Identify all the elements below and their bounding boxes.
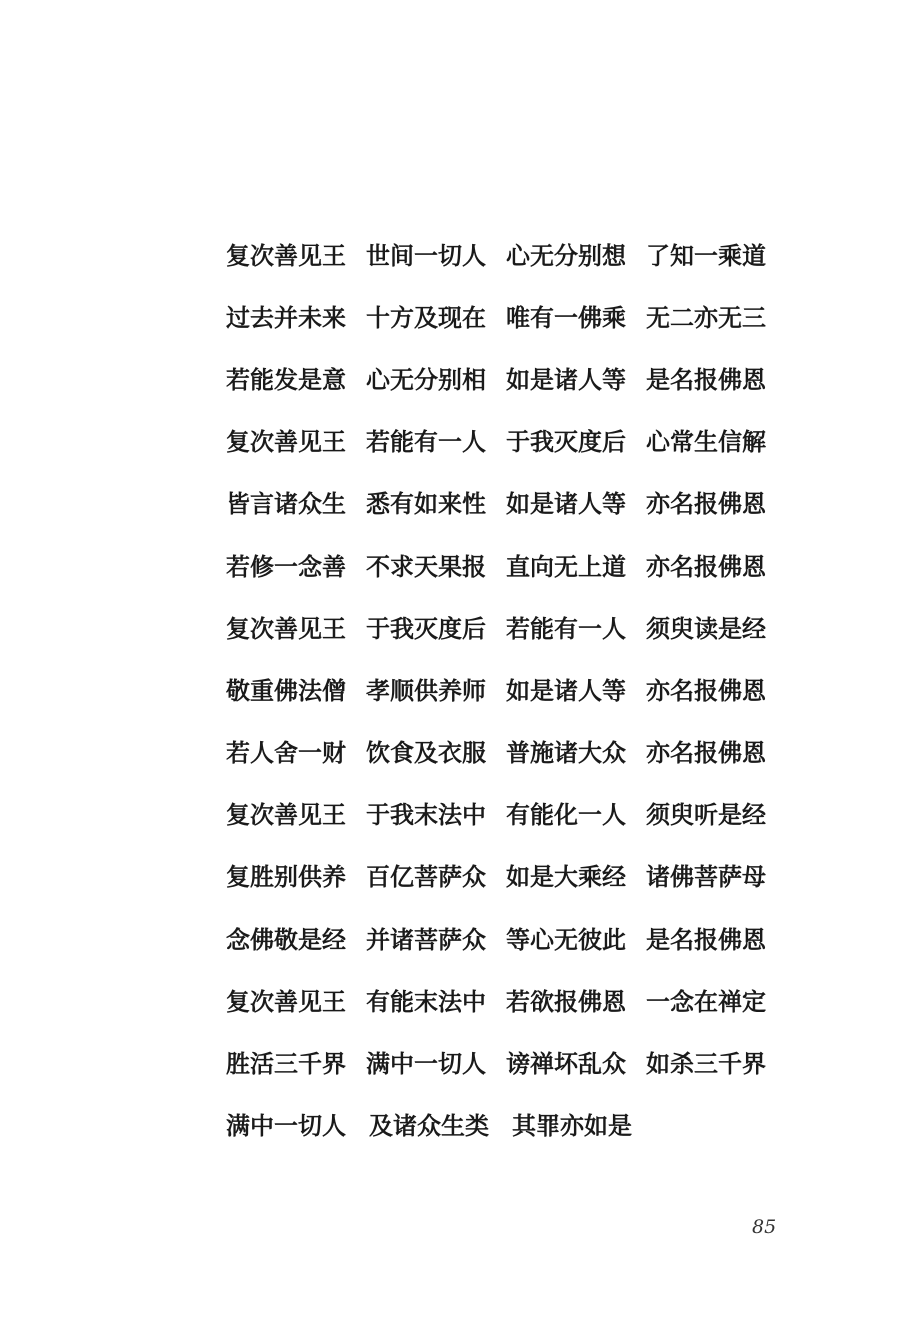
verse-phrase: 亦名报佛恩	[646, 489, 766, 519]
verse-phrase: 并诸菩萨众	[366, 924, 486, 954]
verse-phrase: 若能有一人	[506, 613, 626, 643]
verse-phrase: 饮食及衣服	[366, 738, 486, 768]
verse-line	[226, 346, 786, 408]
verse-line	[226, 968, 786, 1030]
verse-phrase: 心无分别想	[506, 240, 626, 270]
verse-phrase: 复次善见王	[226, 986, 346, 1016]
verse-phrase: 普施诸大众	[506, 738, 626, 768]
verse-phrase: 若欲报佛恩	[506, 986, 626, 1016]
verse-phrase: 其罪亦如是	[512, 1111, 632, 1141]
verse-phrase: 是名报佛恩	[646, 924, 766, 954]
verse-line	[226, 1093, 786, 1155]
verse-phrase: 了知一乘道	[646, 240, 766, 270]
verse-phrase: 复次善见王	[226, 800, 346, 830]
verse-block	[226, 222, 786, 1155]
verse-phrase: 及诸众生类	[369, 1111, 489, 1141]
verse-line	[226, 1030, 786, 1092]
verse-phrase: 皆言诸众生	[226, 489, 346, 519]
verse-phrase: 若修一念善	[226, 551, 346, 581]
verse-phrase: 谤禅坏乱众	[506, 1049, 626, 1079]
verse-phrase: 不求天果报	[366, 551, 486, 581]
verse-phrase: 孝顺供养师	[366, 675, 486, 705]
verse-phrase: 敬重佛法僧	[226, 675, 346, 705]
verse-phrase: 心无分别相	[366, 364, 486, 394]
verse-phrase: 一念在禅定	[646, 986, 766, 1016]
verse-line	[226, 657, 786, 719]
verse-phrase: 须臾听是经	[646, 800, 766, 830]
verse-line	[226, 720, 786, 782]
page-number: 85	[752, 1216, 777, 1238]
verse-phrase: 诸佛菩萨母	[646, 862, 766, 892]
verse-phrase: 心常生信解	[646, 427, 766, 457]
verse-phrase: 如杀三千界	[646, 1049, 766, 1079]
verse-phrase: 复次善见王	[226, 427, 346, 457]
verse-phrase: 念佛敬是经	[226, 924, 346, 954]
verse-phrase: 悉有如来性	[366, 489, 486, 519]
verse-phrase: 是名报佛恩	[646, 364, 766, 394]
verse-phrase: 如是大乘经	[506, 862, 626, 892]
verse-phrase: 过去并未来	[226, 302, 346, 332]
verse-phrase: 胜活三千界	[226, 1049, 346, 1079]
verse-phrase: 复次善见王	[226, 613, 346, 643]
verse-phrase: 无二亦无三	[646, 302, 766, 332]
verse-phrase: 唯有一佛乘	[506, 302, 626, 332]
verse-phrase: 直向无上道	[506, 551, 626, 581]
verse-phrase: 世间一切人	[366, 240, 486, 270]
verse-line	[226, 595, 786, 657]
verse-phrase: 亦名报佛恩	[646, 551, 766, 581]
verse-line	[226, 409, 786, 471]
verse-phrase: 若人舍一财	[226, 738, 346, 768]
verse-line	[226, 844, 786, 906]
verse-phrase: 复胜别供养	[226, 862, 346, 892]
verse-phrase: 如是诸人等	[506, 675, 626, 705]
verse-phrase: 于我灭度后	[506, 427, 626, 457]
verse-phrase: 十方及现在	[366, 302, 486, 332]
verse-phrase: 若能发是意	[226, 364, 346, 394]
verse-line	[226, 782, 786, 844]
verse-phrase: 复次善见王	[226, 240, 346, 270]
verse-phrase: 若能有一人	[366, 427, 486, 457]
verse-phrase: 亦名报佛恩	[646, 675, 766, 705]
verse-phrase: 于我灭度后	[366, 613, 486, 643]
verse-phrase: 有能末法中	[366, 986, 486, 1016]
verse-phrase: 有能化一人	[506, 800, 626, 830]
verse-phrase: 如是诸人等	[506, 364, 626, 394]
verse-phrase: 满中一切人	[226, 1111, 346, 1141]
verse-phrase: 于我末法中	[366, 800, 486, 830]
verse-phrase: 百亿菩萨众	[366, 862, 486, 892]
verse-phrase: 须臾读是经	[646, 613, 766, 643]
verse-phrase: 满中一切人	[366, 1049, 486, 1079]
verse-line	[226, 222, 786, 284]
verse-line	[226, 906, 786, 968]
verse-phrase: 等心无彼此	[506, 924, 626, 954]
verse-line	[226, 284, 786, 346]
verse-line	[226, 533, 786, 595]
verse-phrase: 如是诸人等	[506, 489, 626, 519]
verse-phrase: 亦名报佛恩	[646, 738, 766, 768]
verse-line	[226, 471, 786, 533]
